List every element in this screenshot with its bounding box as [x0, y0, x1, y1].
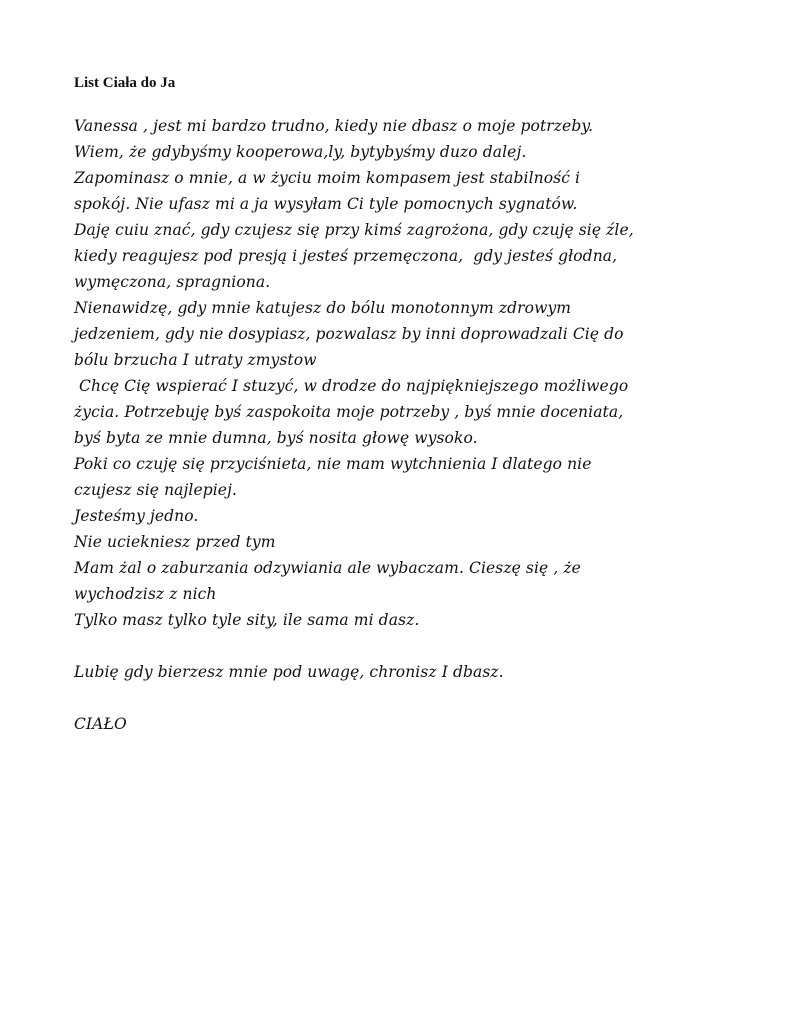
paragraph-gap — [74, 685, 754, 711]
letter-line: wychodzisz z nich — [74, 585, 217, 603]
letter-line: Poki co czuję się przyciśnieta, nie mam wytchnienia I dlatego nie — [74, 455, 592, 473]
letter-line: Wiem, że gdybyśmy kooperowa,ly, bytybyśmy duzo dalej. — [74, 143, 527, 161]
letter-line: Daję cuiu znać, gdy czujesz się przy kimś zagrożona, gdy czuję się źle, — [74, 221, 634, 239]
letter-line: wymęczona, spragniona. — [74, 273, 271, 291]
letter-line: Mam żal o zaburzania odzywiania ale wybaczam. Cieszę się , że — [74, 559, 581, 577]
letter-line: jedzeniem, gdy nie dosypiasz, pozwalasz by inni doprowadzali Cię do — [74, 325, 624, 343]
paragraph-gap — [74, 633, 754, 659]
letter-body — [74, 113, 754, 737]
letter-line: Nie uciekniesz przed tym — [74, 533, 276, 551]
letter-line: Chcę Cię wspierać I stuzyć, w drodze do najpiękniejszego możliwego — [74, 377, 629, 395]
letter-line: Zapominasz o mnie, a w życiu moim kompasem jest stabilność i — [74, 169, 581, 187]
signature: CIAŁO — [74, 715, 127, 733]
letter-line: byś byta ze mnie dumna, byś nosita głowę wysoko. — [74, 429, 478, 447]
closing-line: Lubię gdy bierzesz mnie pod uwagę, chronisz I dbasz. — [74, 663, 504, 681]
letter-line: spokój. Nie ufasz mi a ja wysyłam Ci tyle pomocnych sygnatów. — [74, 195, 578, 213]
letter-line: Vanessa , jest mi bardzo trudno, kiedy nie dbasz o moje potrzeby. — [74, 117, 594, 135]
document-title: List Ciała do Ja — [74, 75, 176, 91]
letter-line: Jesteśmy jedno. — [74, 507, 199, 525]
letter-line: bólu brzucha I utraty zmystow — [74, 351, 317, 369]
letter-line: życia. Potrzebuję byś zaspokoita moje potrzeby , byś mnie doceniata, — [74, 403, 624, 421]
letter-line: Tylko masz tylko tyle sity, ile sama mi dasz. — [74, 611, 420, 629]
letter-line: kiedy reagujesz pod presją i jesteś przemęczona, gdy jesteś głodna, — [74, 247, 618, 265]
letter-line: Nienawidzę, gdy mnie katujesz do bólu monotonnym zdrowym — [74, 299, 572, 317]
letter-line: czujesz się najlepiej. — [74, 481, 238, 499]
